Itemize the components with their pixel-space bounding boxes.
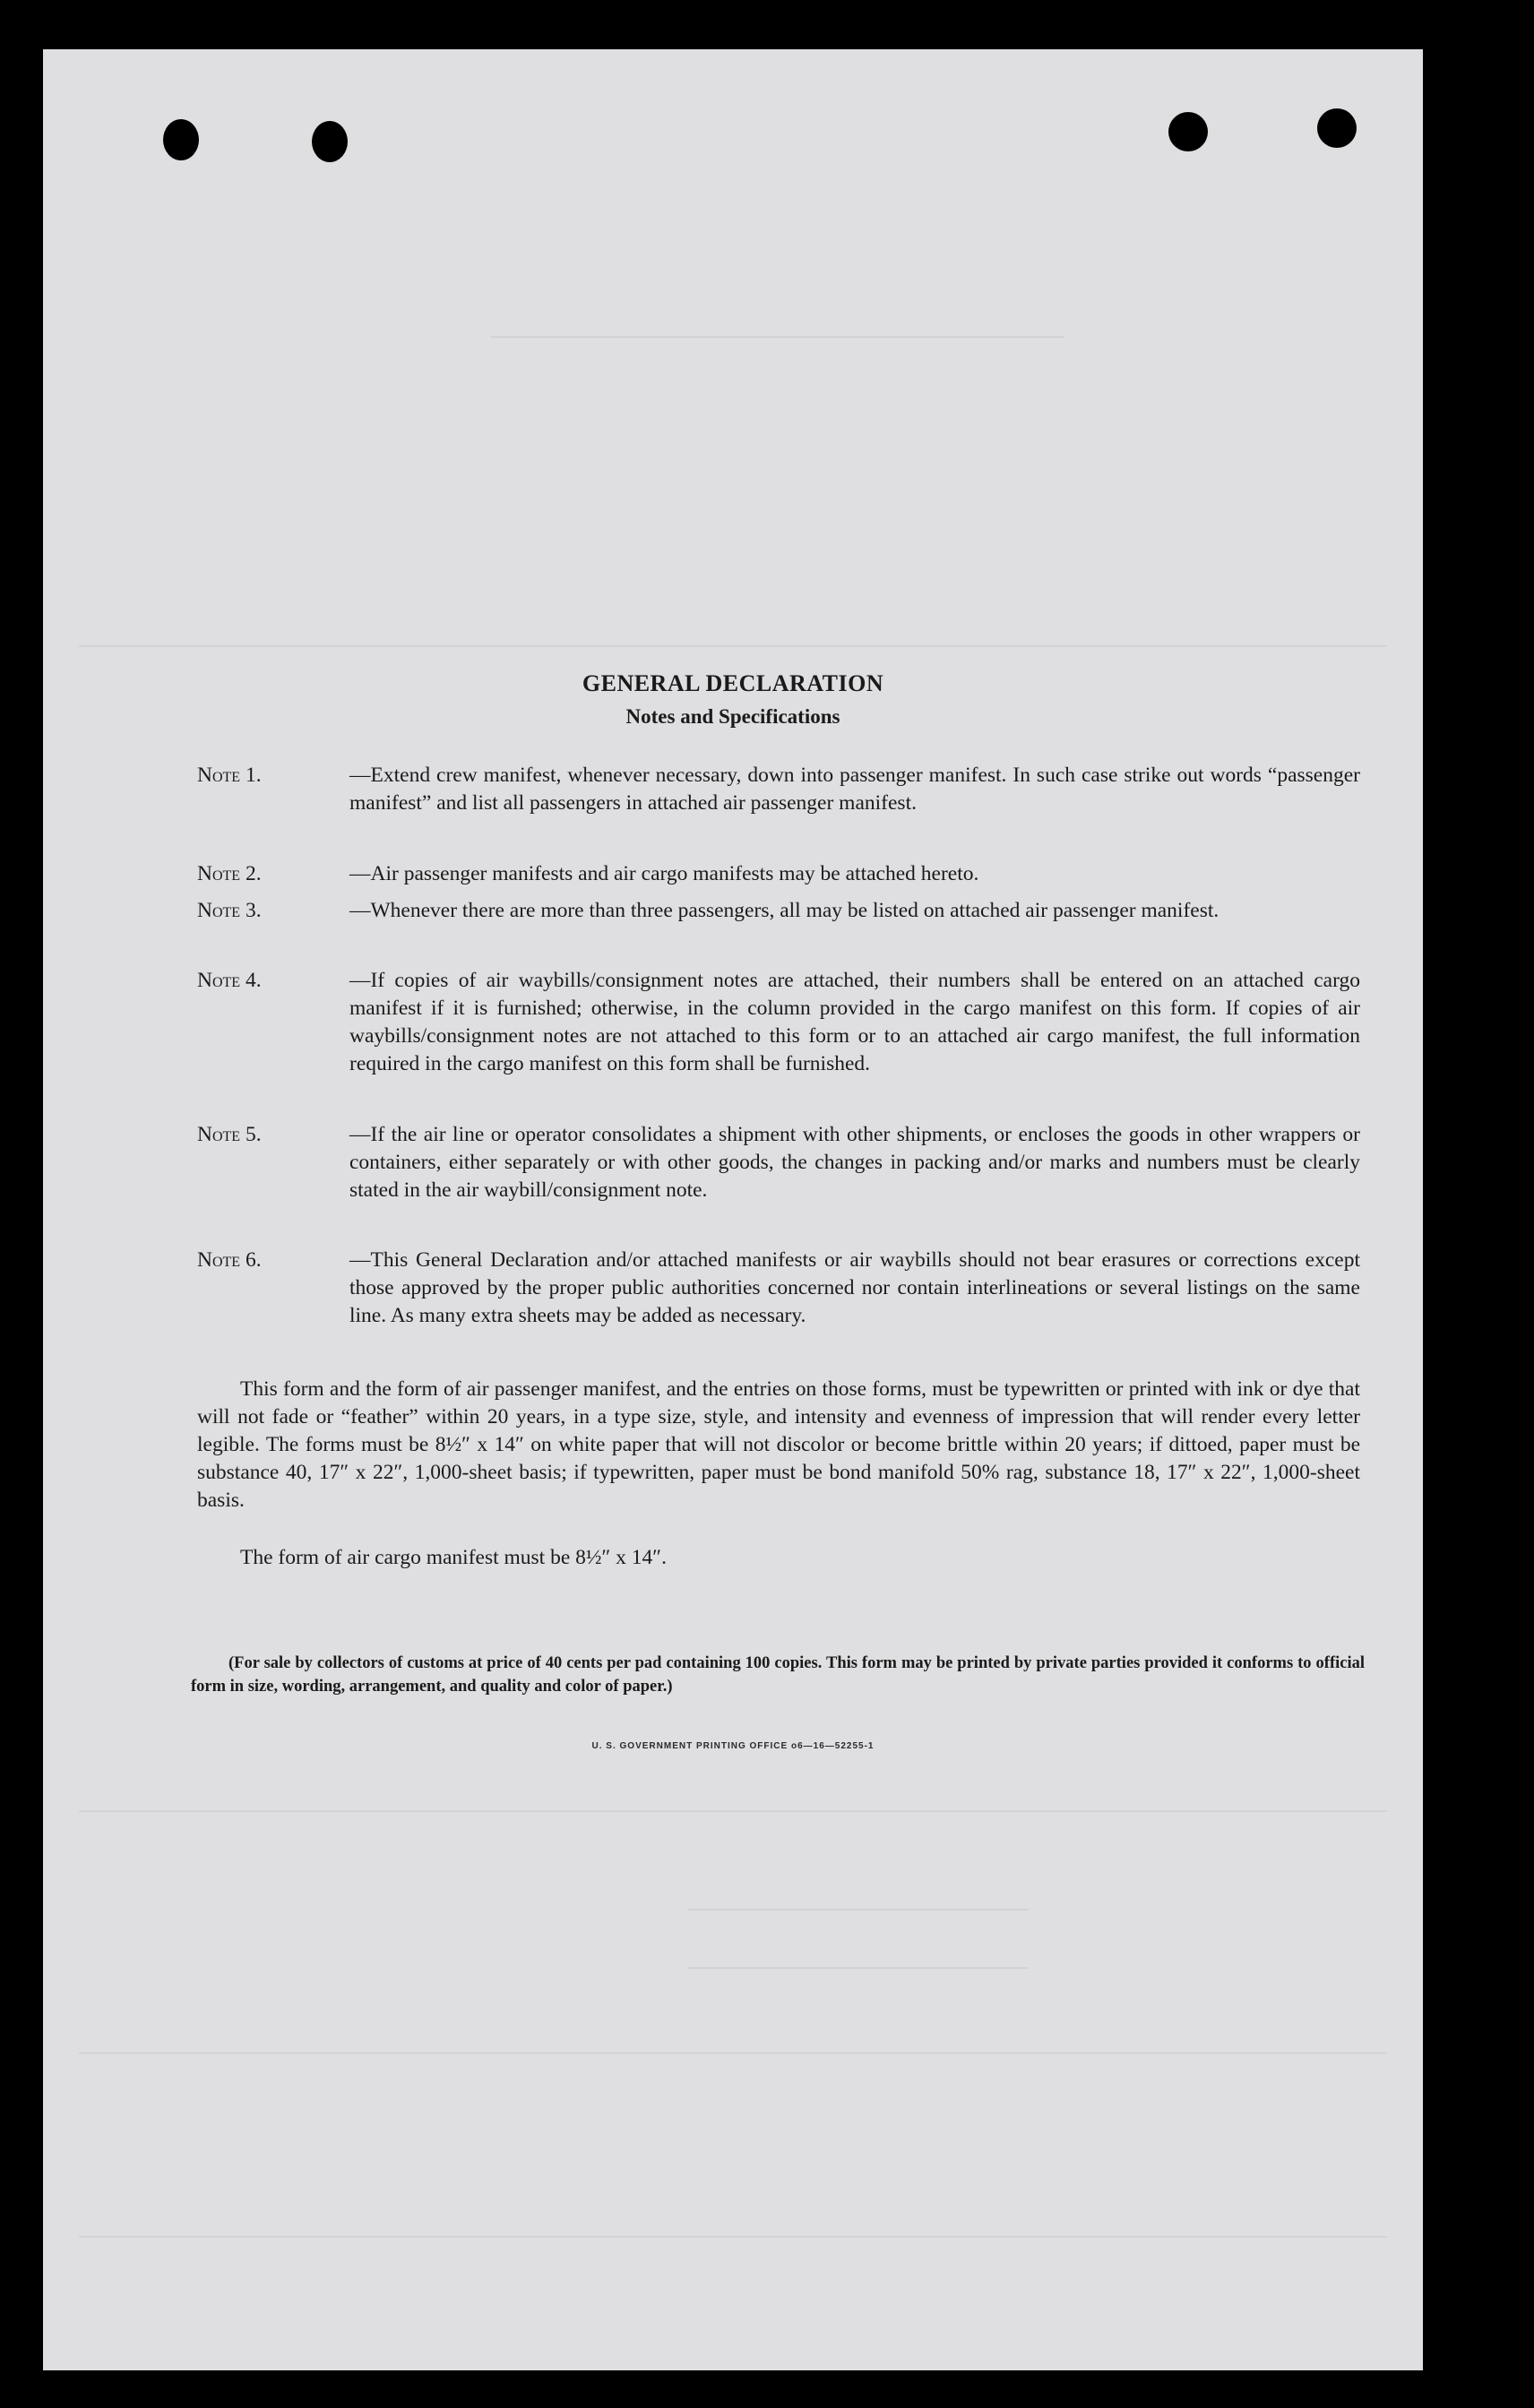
note-text: —This General Declaration and/or attached manifests or air waybills should not bear erasures or corrections except those approved by the proper public authorities concerned nor contain interlineations or several listings on the same line. As many extra sheets may be added as necessary.	[349, 1248, 1360, 1327]
note-1	[197, 762, 1360, 817]
note-2	[197, 860, 1360, 888]
bleed-through-rule	[688, 1967, 1029, 1969]
punch-hole-right-2	[1317, 108, 1357, 148]
bleed-through-rule	[688, 1909, 1029, 1911]
note-text: —Air passenger manifests and air cargo manifests may be attached hereto.	[349, 862, 979, 885]
bleed-through-rule	[79, 1810, 1387, 1812]
note-text: —If copies of air waybills/consignment notes are attached, their numbers shall be entered on an attached cargo manifest if it is furnished; otherwise, in the column provided in the cargo manifest on this form. If copies of air waybills/consignment notes are not attached to this form or to an attached air cargo manifest, the full information required in the cargo manifest on this form shall be furnished.	[349, 969, 1360, 1075]
note-6	[197, 1247, 1360, 1330]
note-label: Note 5.	[197, 1123, 262, 1146]
note-label: Note 6.	[197, 1248, 262, 1272]
note-text: —Extend crew manifest, whenever necessary, down into passenger manifest. In such case strike out words “passenger manifest” and list all passengers in attached air passenger manifest.	[349, 764, 1360, 815]
bleed-through-rule	[79, 645, 1387, 647]
note-4	[197, 967, 1360, 1078]
punch-hole-right-1	[1168, 112, 1208, 151]
document-title: GENERAL DECLARATION	[582, 670, 884, 696]
punch-hole-left-1	[163, 119, 199, 160]
note-3	[197, 897, 1360, 925]
punch-hole-left-2	[312, 121, 348, 162]
note-label: Note 2.	[197, 862, 262, 885]
note-label: Note 1.	[197, 764, 262, 787]
note-text: —If the air line or operator consolidates a shipment with other shipments, or encloses the goods in other wrappers or containers, either separately or with other goods, the changes in packing and/or marks and numbers must be clearly stated in the air waybill/consignment note.	[349, 1123, 1360, 1202]
note-text: —Whenever there are more than three passengers, all may be listed on attached air passenger manifest.	[349, 899, 1219, 922]
note-5	[197, 1121, 1360, 1204]
document-subtitle: Notes and Specifications	[625, 705, 840, 728]
note-label: Note 4.	[197, 969, 262, 992]
sale-notice: (For sale by collectors of customs at price of 40 cents per pad containing 100 copies. This form may be printed by private parties provided it conforms to official form in size, wording, arrangement, and quality and color of paper.)	[191, 1654, 1365, 1696]
bleed-through-rule	[491, 336, 1064, 338]
printer-imprint: U. S. GOVERNMENT PRINTING OFFICE o6—16—52255-1	[591, 1741, 875, 1751]
note-label: Note 3.	[197, 899, 262, 922]
specification-paragraph: This form and the form of air passenger manifest, and the entries on those forms, must be typewritten or printed with ink or dye that will not fade or “feather” within 20 years, in a type size, style, and intensity and evenness of impression that will render every letter legible. The forms must be 8½″ x 14″ on white paper that will not discolor or become brittle within 20 years; if dittoed, paper must be substance 40, 17″ x 22″, 1,000-sheet basis; if typewritten, paper must be bond manifold 50% rag, substance 18, 17″ x 22″, 1,000-sheet basis.	[197, 1377, 1360, 1512]
cargo-manifest-size-line: The form of air cargo manifest must be 8½″ x 14″.	[240, 1546, 667, 1569]
scanned-page	[43, 49, 1423, 2370]
bleed-through-rule	[79, 2052, 1387, 2054]
bleed-through-rule	[79, 2236, 1387, 2238]
